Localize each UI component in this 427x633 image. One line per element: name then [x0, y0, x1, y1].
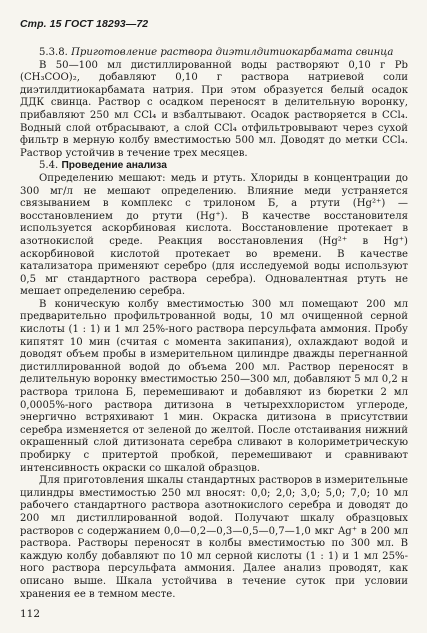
- section-title: Приготовление раствора диэтилдитиокарбамата свинца: [71, 47, 394, 58]
- paragraph-procedure: В коническую колбу вместимостью 300 мл помещают 200 мл предварительно профильтрованной воды, 10 мл очищенной серной кислоты (1 : 1) и 1 мл 25%-ного раствора персульфата аммония. Пробу кипятят 10 мин (считая с момента закипания), охлаждают водой и доводят объем пробы в измерительном цилиндре дважды перегнанной дистиллированной водой до объема 200 мл. Раствор переносят в делительную воронку вместимостью 250—300 мл, добавляют 5 мл 0,2 н раствора трилона Б, перемешивают и добавляют из бюретки 2 мл 0,0005%-ного раствора дитизона в четыреххлористом углероде, энергично встряхивают 1 мин. Окраска дитизона в присутствии серебра изменяется от зеленой до желтой. После отстаивания нижний окрашенный слой дитизоната серебра сливают в колориметрическую пробирку с притертой пробкой, перемешивают и сравнивают интенсивность окраски со шкалой образцов.: [20, 298, 408, 474]
- section-title: Проведение анализа: [61, 160, 167, 172]
- section-number: 5.3.8.: [39, 47, 68, 58]
- section-number: 5.4.: [39, 160, 59, 172]
- body-text: [20, 47, 408, 601]
- paragraph-preparation: В 50—100 мл дистиллированной воды растворяют 0,10 г Pb (CH₃COO)₂, добавляют 0,10 г раствора натриевой соли диэтилдитиокарбамата натрия. При этом образуется белый осадок ДДК свинца. Раствор с осадком переносят в делительную воронку, прибавляют 250 мл CCl₄ и взбалтывают. Осадок растворяется в CCl₄. Водный слой отбрасывают, а слой CCl₄ отфильтровывают через сухой фильтр в мерную колбу вместимостью 500 мл. Доводят до метки CCl₄. Раствор устойчив в течение трех месяцев.: [20, 59, 408, 159]
- paragraph-scale: Для приготовления шкалы стандартных растворов в измерительные цилиндры вместимостью 250 мл вносят: 0,0; 2,0; 3,0; 5,0; 7,0; 10 мл рабочего стандартного раствора азотнокислого серебра и доводят до 200 мл дистиллированной водой. Получают шкалу образцовых растворов с содержанием 0,0—0,2—0,3—0,5—0,7—1,0 мкг Ag⁺ в 200 мл раствора. Растворы переносят в колбы вместимостью по 300 мл. В каждую колбу добавляют по 10 мл серной кислоты (1 : 1) и 1 мл 25%-ного раствора персульфата аммония. Далее анализ проводят, как описано выше. Шкала устойчива в течение суток при условии хранения ее в темном месте.: [20, 475, 408, 600]
- section-5-4: [20, 160, 408, 173]
- paragraph-interference: Определению мешают: медь и ртуть. Хлориды в концентрации до 300 мг/л не мешают определению. Влияние меди устраняется связыванием в комплекс с трилоном Б, а ртути (Hg²⁺) — восстановлением до ртути (Hg⁺). В качестве восстановителя используется аскорбиновая кислота. Восстановление протекает в азотнокислой среде. Реакция восстановления (Hg²⁺ в Hg⁺) аскорбиновой кислотой протекает во времени. В качестве катализатора применяют серебро (для исследуемой воды используют 0,5 мг стандартного раствора серебра). Одновалентная ртуть не мешает определению серебра.: [20, 172, 408, 298]
- section-5-3-8: [20, 47, 408, 60]
- page-header: Стр. 15 ГОСТ 18293—72: [20, 18, 149, 30]
- page-number: 112: [20, 608, 41, 620]
